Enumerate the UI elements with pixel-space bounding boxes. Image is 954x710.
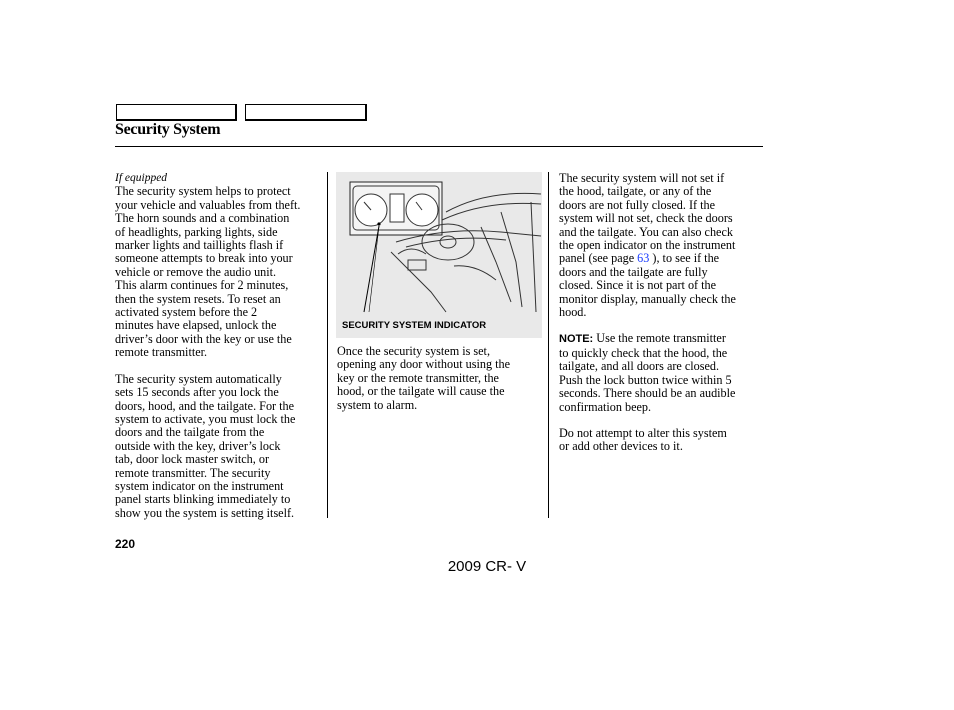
right-column	[559, 172, 764, 454]
page-title: Security System	[115, 121, 221, 138]
note-text: Use the remote transmitter to quickly check that the hood, the tailgate, and all doors are closed. Push the lock button twice within 5 seconds. There should be an audible confirmation beep.	[559, 331, 736, 414]
note-label: NOTE:	[559, 333, 594, 346]
left-column	[115, 172, 325, 520]
left-paragraph-2: The security system automatically sets 15 seconds after you lock the doors, hood, and the tailgate. For the system to activate, you must lock the doors and the tailgate from the outside with the key, driver’s lock tab, door lock master switch, or remote transmitter. The security system indicator on the instrument panel starts blinking immediately to show you the system is setting itself.	[115, 371, 296, 520]
header-tab-box-1	[116, 104, 237, 121]
page-number: 220	[115, 537, 136, 551]
title-rule	[115, 146, 763, 147]
right-paragraph-1-text-a: The security system will not set if the hood, tailgate, or any of the doors are not fully closed. If the system will not set, check the doors and the tailgate. You can also check the open indicator on the instrument panel (see page	[559, 171, 736, 266]
footer-model: 2009 CR- V	[447, 558, 527, 575]
column-divider-2	[548, 172, 549, 518]
indicator-light-icon	[377, 222, 380, 225]
right-paragraph-1-text-b: ), to see if the doors and the tailgate are fully closed. Since it is not part of the monitor display, manually check the hood.	[559, 251, 736, 320]
right-paragraph-3: Do not attempt to alter this system or add other devices to it.	[559, 425, 727, 454]
page-63-link[interactable]: 63	[637, 251, 650, 266]
center-display	[390, 194, 404, 222]
middle-paragraph-1: Once the security system is set, opening any door without using the key or the remote transmitter, the hood, or the tailgate will cause the system to alarm.	[337, 344, 510, 412]
if-equipped-label: If equipped	[115, 172, 168, 184]
middle-column	[337, 345, 542, 412]
left-paragraph-1: The security system helps to protect your vehicle and valuables from theft. The horn sounds and a combination of headlights, parking lights, side marker lights and taillights flash if someone attempts to break into your vehicle or remove the audio unit. This alarm continues for 2 minutes, then the system resets. To reset an activated system before the 2 minutes have elapsed, unlock the driver’s door with the key or use the remote transmitter.	[115, 184, 301, 360]
security-indicator-figure	[336, 172, 542, 338]
column-divider-1	[327, 172, 328, 518]
note-paragraph	[559, 332, 764, 413]
right-paragraph-1	[559, 172, 764, 319]
figure-caption: SECURITY SYSTEM INDICATOR	[342, 320, 487, 331]
header-tab-box-2	[245, 104, 367, 121]
instrument-panel-illustration	[336, 172, 542, 322]
